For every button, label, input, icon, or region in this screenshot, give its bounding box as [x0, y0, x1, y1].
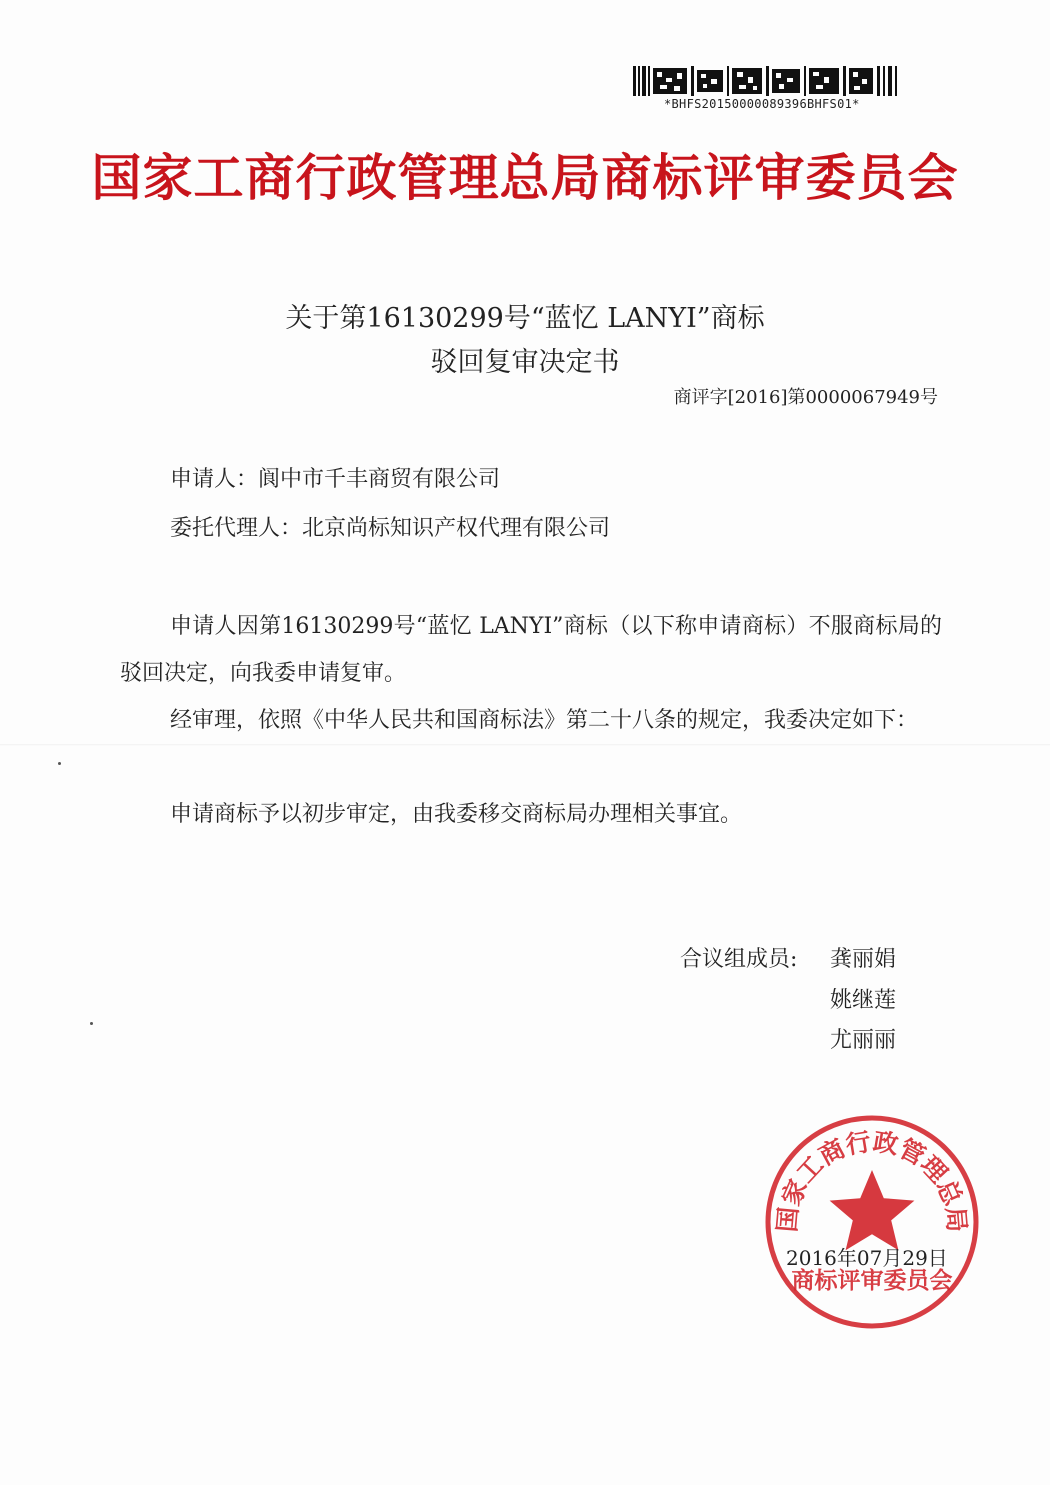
- organization-header: 国家工商行政管理总局商标评审委员会: [91, 148, 959, 207]
- panel-member: 龚丽娟: [830, 947, 897, 972]
- seal-inner-text: 商标评审委员会: [791, 1267, 953, 1294]
- seal-body: [768, 1118, 976, 1326]
- official-seal: [762, 1112, 982, 1332]
- panel-member: 姚继莲: [830, 988, 897, 1013]
- decision-date: 2016年07月29日: [786, 1246, 948, 1270]
- document-title-line-2: 驳回复审决定书: [430, 347, 620, 378]
- reference-number: 商评字[2016]第0000067949号: [673, 387, 938, 408]
- scan-speck: [90, 1022, 93, 1025]
- panel-members-label: 合议组成员:: [680, 947, 798, 972]
- scan-speck: [58, 762, 61, 765]
- barcode-image: [633, 66, 901, 96]
- applicant-line: 申请人：阆中市千丰商贸有限公司: [170, 467, 501, 492]
- paragraph-decision: 申请商标予以初步审定，由我委移交商标局办理相关事宜。: [170, 802, 743, 827]
- paragraph-legal-basis: 经审理，依照《中华人民共和国商标法》第二十八条的规定，我委决定如下：: [170, 708, 919, 733]
- panel-member: 尤丽丽: [830, 1028, 897, 1053]
- paper-fold: [0, 744, 1050, 746]
- star-icon: [830, 1170, 915, 1250]
- seal-outer-text: 国家工商行政管理总局: [772, 1126, 972, 1234]
- paragraph-background: 申请人因第16130299号“蓝忆 LANYI”商标（以下称申请商标）不服商标局的驳回决定，向我委申请复审。: [120, 614, 942, 686]
- barcode-number: *BHFS20150000089396BHFS01*: [664, 97, 860, 111]
- document-title-line-1: 关于第16130299号“蓝忆 LANYI”商标: [285, 303, 765, 334]
- agent-line: 委托代理人：北京尚标知识产权代理有限公司: [170, 516, 611, 541]
